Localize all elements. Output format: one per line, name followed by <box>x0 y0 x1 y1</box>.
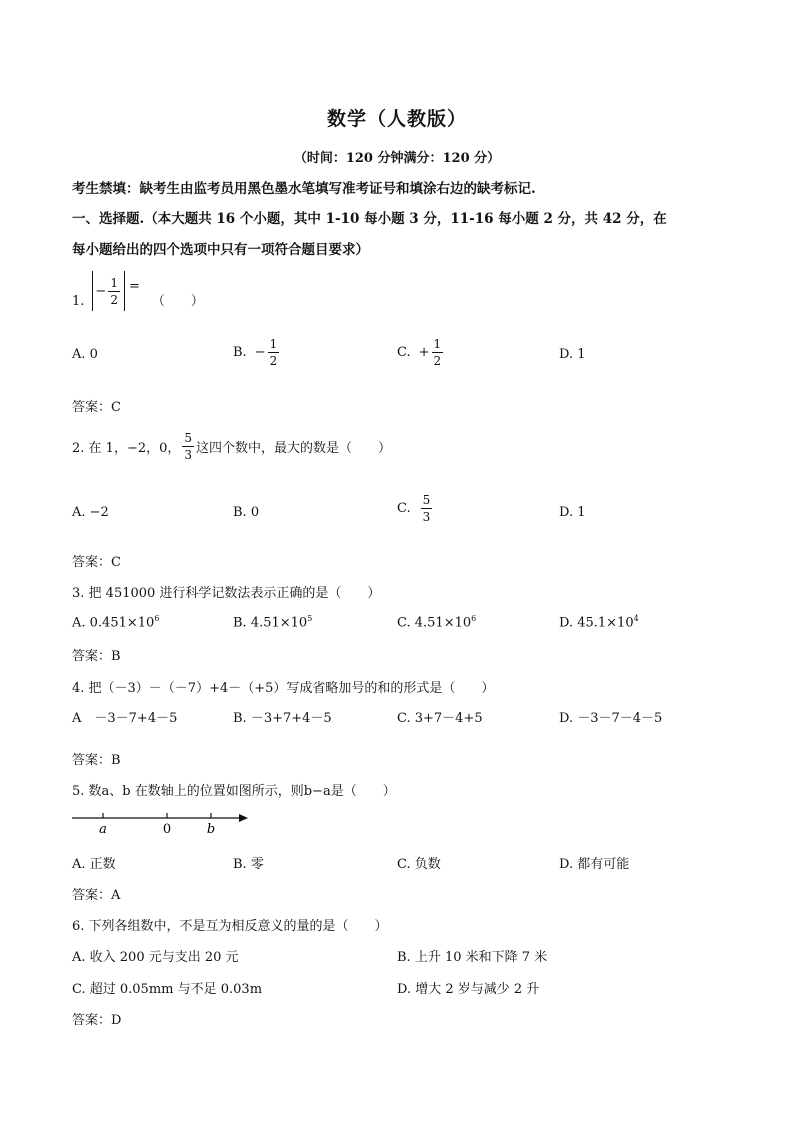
q1-option-a: A. 0 <box>72 347 98 362</box>
q5-option-c: C. 负数 <box>397 857 441 872</box>
q4-option-b: B. －3+7+4－5 <box>233 711 332 726</box>
q1-answer: 答案：C <box>72 400 121 415</box>
exponent: 5 <box>307 614 313 623</box>
number-line-figure <box>72 807 252 843</box>
fraction-numerator: 5 <box>184 431 193 445</box>
exponent: 4 <box>633 614 639 623</box>
fraction <box>182 432 194 461</box>
section-heading-line2: 每小题给出的四个选项中只有一项符合题目要求） <box>72 242 369 258</box>
q2-option-d: D. 1 <box>559 505 586 520</box>
option-label: C. <box>397 345 411 360</box>
question-1-stem <box>72 271 204 311</box>
fraction-denominator: 3 <box>422 510 431 524</box>
question-2-stem <box>72 432 391 461</box>
exponent: 6 <box>154 614 160 623</box>
option-label: C. <box>397 501 411 516</box>
fraction <box>108 277 120 306</box>
axis-label-zero: 0 <box>162 822 172 837</box>
page-title: 数学（人教版） <box>326 108 467 130</box>
arrow-right-icon <box>239 814 248 822</box>
question-3-stem: 3. 把 451000 进行科学记数法表示正确的是（ ） <box>72 586 381 601</box>
option-base: A. 0.451×10 <box>72 615 155 631</box>
stem-text: 这四个数中，最大的数是（ ） <box>196 441 392 456</box>
q6-option-a: A. 收入 200 元与支出 20 元 <box>72 950 239 965</box>
question-number: 1. <box>72 294 85 309</box>
q6-option-d: D. 增大 2 岁与减少 2 升 <box>397 982 540 997</box>
option-base: C. 4.51×10 <box>397 615 472 631</box>
q6-answer: 答案：D <box>72 1013 122 1028</box>
q3-option-c <box>397 614 476 630</box>
abs-bar-right <box>124 271 125 311</box>
exponent: 6 <box>471 614 477 623</box>
stem-text: 2. 在 1，−2，0， <box>72 441 181 456</box>
minus-sign: − <box>254 345 266 360</box>
q3-option-a <box>72 614 159 630</box>
q4-answer: 答案：B <box>72 753 121 768</box>
plus-sign: + <box>418 345 430 360</box>
fraction-denominator: 2 <box>433 354 442 368</box>
notice-text: 考生禁填：缺考生由监考员用黑色墨水笔填写准考证号和填涂右边的缺考标记. <box>72 181 536 197</box>
q6-option-b: B. 上升 10 米和下降 7 米 <box>397 950 548 965</box>
fraction-denominator: 3 <box>184 448 193 462</box>
q2-option-b: B. 0 <box>233 505 260 520</box>
equals-sign: = <box>128 279 140 294</box>
fraction <box>268 338 280 367</box>
q3-option-b <box>233 614 312 630</box>
abs-bar-left <box>92 271 93 311</box>
q1-option-d: D. 1 <box>559 347 586 362</box>
option-base: D. 45.1×10 <box>559 615 634 631</box>
fraction-numerator: 1 <box>110 275 118 290</box>
fraction-numerator: 5 <box>422 493 431 507</box>
question-4-stem: 4. 把（－3）－（－7）+4－（+5）写成省略加号的和的形式是（ ） <box>72 681 495 696</box>
q6-option-c: C. 超过 0.05mm 与不足 0.03m <box>72 982 263 997</box>
minus-sign: − <box>95 283 107 299</box>
q5-option-d: D. 都有可能 <box>559 857 630 872</box>
axis-label-b: b <box>206 822 216 837</box>
axis-label-a: a <box>99 822 107 837</box>
q1-option-c <box>397 338 445 367</box>
q2-option-c <box>397 494 434 523</box>
absolute-value-expression <box>90 271 127 311</box>
answer-blank: （ ） <box>151 294 204 309</box>
question-5-stem: 5. 数a、b 在数轴上的位置如图所示，则b−a是（ ） <box>72 784 396 799</box>
q4-option-a: A －3－7+4－5 <box>72 711 178 726</box>
q1-option-b <box>233 338 281 367</box>
q3-answer: 答案：B <box>72 649 121 664</box>
q5-option-b: B. 零 <box>233 857 264 872</box>
fraction-numerator: 1 <box>269 337 278 351</box>
exam-time-info: （时间：120 分钟满分：120 分） <box>293 151 501 166</box>
section-heading-line1: 一、选择题.（本大题共 16 个小题，其中 1-10 每小题 3 分，11-16 每小题 2 分，共 42 分，在 <box>72 211 667 227</box>
q3-option-d <box>559 614 639 630</box>
q2-option-a: A. −2 <box>72 505 109 520</box>
fraction-denominator: 2 <box>110 292 118 307</box>
fraction <box>432 338 444 367</box>
q5-answer: 答案：A <box>72 888 121 903</box>
q4-option-d: D. －3－7－4－5 <box>559 711 663 726</box>
option-base: B. 4.51×10 <box>233 615 308 631</box>
q5-option-a: A. 正数 <box>72 857 116 872</box>
q4-option-c: C. 3+7－4+5 <box>397 711 483 726</box>
question-6-stem: 6. 下列各组数中，不是互为相反意义的量的是（ ） <box>72 919 388 934</box>
fraction-numerator: 1 <box>433 337 442 351</box>
number-line-svg <box>72 807 252 839</box>
option-label: B. <box>233 345 247 360</box>
fraction-denominator: 2 <box>269 354 278 368</box>
fraction <box>421 494 433 523</box>
q2-answer: 答案：C <box>72 555 121 570</box>
